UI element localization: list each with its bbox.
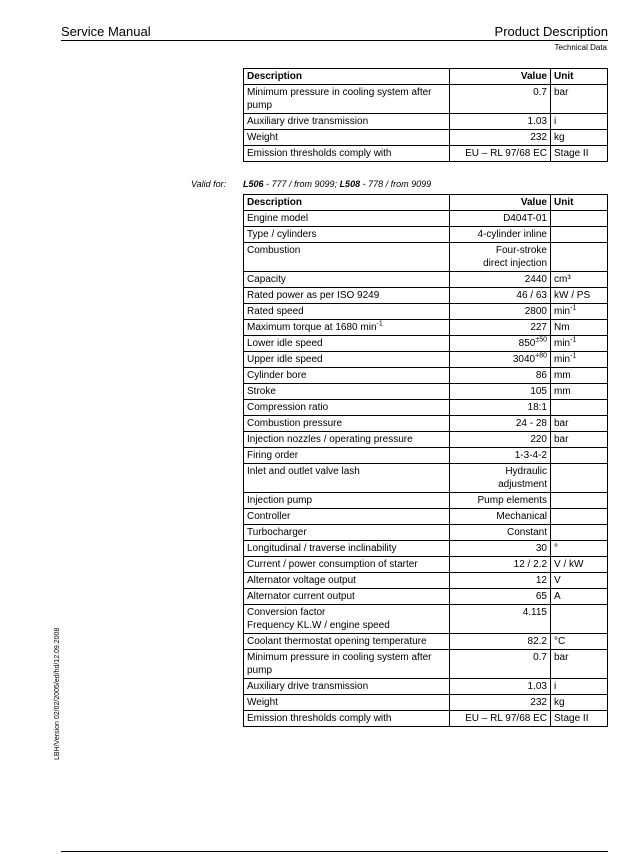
table-row <box>244 243 608 272</box>
cell-unit <box>551 605 608 634</box>
value-text: 1-3-4-2 <box>514 450 547 461</box>
table-row <box>244 114 608 130</box>
spec-table-1-body <box>244 85 608 162</box>
unit-text: V <box>554 575 561 586</box>
cell-unit <box>551 634 608 650</box>
value-superscript: +80 <box>535 352 547 360</box>
cell-description <box>244 272 450 288</box>
unit-text: min <box>554 338 571 349</box>
cell-unit <box>551 352 608 368</box>
cell-description <box>244 400 450 416</box>
cell-value <box>450 634 551 650</box>
cell-value <box>450 589 551 605</box>
value-text: 30 <box>535 543 547 554</box>
value-text: 4.115 <box>522 607 547 618</box>
cell-unit <box>551 679 608 695</box>
description-text: Type / cylinders <box>247 229 317 240</box>
cell-value <box>450 288 551 304</box>
value-text: D404T-01 <box>503 213 547 224</box>
cell-value <box>450 573 551 589</box>
cell-value <box>450 272 551 288</box>
cell-unit <box>551 464 608 493</box>
table-row <box>244 695 608 711</box>
cell-value <box>450 679 551 695</box>
table-row <box>244 146 608 162</box>
value-text: Hydraulic <box>505 466 547 477</box>
description-text: Emission thresholds comply with <box>247 148 392 159</box>
cell-description <box>244 573 450 589</box>
description-text-line2: Frequency KL.W / engine speed <box>247 620 390 631</box>
cell-value <box>450 605 551 634</box>
table-row <box>244 557 608 573</box>
cell-value <box>450 384 551 400</box>
cell-unit <box>551 304 608 320</box>
cell-description <box>244 211 450 227</box>
spec-table-2-body <box>244 211 608 727</box>
value-superscript: ±50 <box>535 336 547 344</box>
unit-text: Stage II <box>554 148 589 159</box>
value-text: 0.7 <box>533 87 547 98</box>
value-text: Constant <box>506 527 547 538</box>
table-row <box>244 85 608 114</box>
table-row <box>244 509 608 525</box>
cell-value <box>450 448 551 464</box>
cell-unit <box>551 336 608 352</box>
valid-model-1: L506 <box>243 179 264 189</box>
cell-description <box>244 695 450 711</box>
unit-text: Stage II <box>554 713 589 724</box>
unit-text: kg <box>554 132 565 143</box>
cell-unit <box>551 227 608 243</box>
header-title-right: Product Description <box>494 24 608 39</box>
cell-description <box>244 634 450 650</box>
value-text-line2: direct injection <box>483 258 547 269</box>
value-text: 82.2 <box>527 636 547 647</box>
table-row <box>244 384 608 400</box>
cell-unit <box>551 448 608 464</box>
table-row <box>244 711 608 727</box>
cell-description <box>244 352 450 368</box>
cell-unit <box>551 711 608 727</box>
cell-description <box>244 464 450 493</box>
value-text: 46 / 63 <box>516 290 547 301</box>
spec-table-2 <box>243 194 608 727</box>
value-text: Pump elements <box>477 495 547 506</box>
cell-value <box>450 541 551 557</box>
cell-description <box>244 85 450 114</box>
cell-description <box>244 525 450 541</box>
description-text: Controller <box>247 511 291 522</box>
description-text: Turbocharger <box>247 527 307 538</box>
table-row <box>244 400 608 416</box>
unit-text: kW / PS <box>554 290 591 301</box>
value-text: 2800 <box>524 306 547 317</box>
cell-value <box>450 493 551 509</box>
cell-unit <box>551 650 608 679</box>
cell-value <box>450 525 551 541</box>
value-text: 3040 <box>512 354 536 365</box>
unit-text: ° <box>554 543 558 554</box>
cell-description <box>244 679 450 695</box>
description-text: Stroke <box>247 386 276 397</box>
cell-unit <box>551 384 608 400</box>
value-text: 220 <box>530 434 547 445</box>
cell-unit <box>551 288 608 304</box>
unit-text: V / kW <box>554 559 584 570</box>
description-text: Cylinder bore <box>247 370 307 381</box>
cell-value <box>450 114 551 130</box>
col-header-value: Value <box>450 69 551 85</box>
description-text: Auxiliary drive transmission <box>247 681 369 692</box>
table-row <box>244 464 608 493</box>
description-text: Minimum pressure in cooling system after pump <box>247 652 432 676</box>
table-row <box>244 130 608 146</box>
cell-description <box>244 650 450 679</box>
table-row <box>244 493 608 509</box>
cell-value <box>450 130 551 146</box>
unit-text: bar <box>554 87 569 98</box>
header-subtitle: Technical Data <box>554 43 607 52</box>
table-row <box>244 288 608 304</box>
description-text: Inlet and outlet valve lash <box>247 466 360 477</box>
value-text: 850 <box>518 338 536 349</box>
cell-value <box>450 650 551 679</box>
description-text: Combustion <box>247 245 301 256</box>
unit-superscript: -1 <box>570 336 577 344</box>
cell-value <box>450 211 551 227</box>
cell-value <box>450 416 551 432</box>
cell-value <box>450 146 551 162</box>
unit-text: kg <box>554 697 565 708</box>
cell-description <box>244 432 450 448</box>
unit-text: mm <box>554 386 571 397</box>
cell-description <box>244 130 450 146</box>
value-text: 232 <box>530 132 547 143</box>
table-row <box>244 634 608 650</box>
col-header-value: Value <box>450 195 551 211</box>
description-text: Current / power consumption of starter <box>247 559 418 570</box>
table-row <box>244 352 608 368</box>
table-row <box>244 448 608 464</box>
unit-text: min <box>554 306 571 317</box>
description-text: Lower idle speed <box>247 338 323 349</box>
cell-description <box>244 320 450 336</box>
cell-description <box>244 605 450 634</box>
description-text: Alternator current output <box>247 591 355 602</box>
value-text: EU – RL 97/68 EC <box>465 713 547 724</box>
value-text: 1.03 <box>527 681 547 692</box>
unit-superscript: -1 <box>570 352 577 360</box>
valid-range-1: - 777 / from 9099; <box>263 179 340 189</box>
cell-value <box>450 227 551 243</box>
header-divider <box>61 40 608 41</box>
col-header-unit: Unit <box>551 69 608 85</box>
table-row <box>244 272 608 288</box>
description-text: Alternator voltage output <box>247 575 356 586</box>
cell-value <box>450 509 551 525</box>
description-text: Weight <box>247 132 278 143</box>
value-text: Mechanical <box>496 511 547 522</box>
cell-unit <box>551 695 608 711</box>
description-text: Conversion factor <box>247 607 326 618</box>
cell-unit <box>551 573 608 589</box>
cell-unit <box>551 541 608 557</box>
cell-unit <box>551 146 608 162</box>
value-text: 65 <box>535 591 547 602</box>
cell-description <box>244 243 450 272</box>
value-text: 232 <box>530 697 547 708</box>
unit-text: i <box>554 116 557 127</box>
table-row <box>244 227 608 243</box>
cell-unit <box>551 557 608 573</box>
value-text: 0.7 <box>533 652 547 663</box>
cell-unit <box>551 272 608 288</box>
cell-value <box>450 464 551 493</box>
spec-table-1 <box>243 68 608 162</box>
value-text: Four-stroke <box>495 245 547 256</box>
description-text: Engine model <box>247 213 309 224</box>
cell-value <box>450 243 551 272</box>
col-header-description: Description <box>244 195 450 211</box>
unit-text: i <box>554 681 557 692</box>
description-text: Weight <box>247 697 278 708</box>
cell-description <box>244 541 450 557</box>
table-row <box>244 573 608 589</box>
table-row <box>244 679 608 695</box>
unit-text: cm³ <box>554 274 571 285</box>
cell-unit <box>551 509 608 525</box>
cell-description <box>244 227 450 243</box>
table-row <box>244 525 608 541</box>
header-title-left: Service Manual <box>61 24 151 39</box>
cell-description <box>244 711 450 727</box>
unit-text: min <box>554 354 571 365</box>
value-text: 12 / 2.2 <box>513 559 547 570</box>
cell-description <box>244 304 450 320</box>
cell-unit <box>551 400 608 416</box>
cell-description <box>244 416 450 432</box>
cell-value <box>450 336 551 352</box>
value-text-line2: adjustment <box>498 479 547 490</box>
valid-model-2: L508 <box>339 179 361 189</box>
description-superscript: -1 <box>376 320 383 328</box>
value-text: 227 <box>530 322 547 333</box>
description-text: Auxiliary drive transmission <box>247 116 369 127</box>
unit-text: A <box>554 591 561 602</box>
cell-value <box>450 711 551 727</box>
cell-value <box>450 304 551 320</box>
value-text: 2440 <box>524 274 547 285</box>
cell-description <box>244 509 450 525</box>
value-text: 12 <box>535 575 547 586</box>
table-row <box>244 589 608 605</box>
col-header-unit: Unit <box>551 195 608 211</box>
cell-value <box>450 557 551 573</box>
cell-unit <box>551 416 608 432</box>
unit-text: mm <box>554 370 571 381</box>
description-text: Longitudinal / traverse inclinability <box>247 543 397 554</box>
cell-description <box>244 589 450 605</box>
description-text: Injection pump <box>247 495 313 506</box>
cell-unit <box>551 589 608 605</box>
cell-value <box>450 368 551 384</box>
table-header-row <box>244 195 608 211</box>
value-text: 105 <box>530 386 547 397</box>
unit-text: bar <box>554 434 569 445</box>
cell-description <box>244 114 450 130</box>
table-header-row <box>244 69 608 85</box>
valid-range-2: - 778 / from 9099 <box>360 179 432 189</box>
value-text: 86 <box>535 370 547 381</box>
value-text: 24 - 28 <box>515 418 547 429</box>
table-row <box>244 336 608 352</box>
cell-unit <box>551 114 608 130</box>
cell-description <box>244 288 450 304</box>
cell-unit <box>551 320 608 336</box>
cell-unit <box>551 493 608 509</box>
cell-value <box>450 695 551 711</box>
unit-superscript: -1 <box>570 304 577 312</box>
unit-text: Nm <box>554 322 570 333</box>
footer-divider <box>61 851 608 852</box>
description-text: Rated speed <box>247 306 304 317</box>
description-text: Upper idle speed <box>247 354 323 365</box>
description-text: Combustion pressure <box>247 418 343 429</box>
cell-unit <box>551 368 608 384</box>
cell-unit <box>551 432 608 448</box>
table-row <box>244 650 608 679</box>
description-text: Emission thresholds comply with <box>247 713 392 724</box>
unit-text: bar <box>554 418 569 429</box>
unit-text: bar <box>554 652 569 663</box>
table-row <box>244 211 608 227</box>
cell-unit <box>551 130 608 146</box>
description-text: Rated power as per ISO 9249 <box>247 290 380 301</box>
cell-unit <box>551 525 608 541</box>
cell-unit <box>551 243 608 272</box>
cell-description <box>244 146 450 162</box>
cell-value <box>450 85 551 114</box>
value-text: 18:1 <box>527 402 547 413</box>
table-row <box>244 605 608 634</box>
cell-description <box>244 384 450 400</box>
version-note: LBH/Version 02/02/2005/ed/hd/12.09.2008 <box>54 627 61 760</box>
valid-for-label: Valid for: <box>191 179 227 189</box>
value-text: 4-cylinder inline <box>477 229 547 240</box>
description-text: Injection nozzles / operating pressure <box>247 434 413 445</box>
description-text: Coolant thermostat opening temperature <box>247 636 427 647</box>
cell-value <box>450 320 551 336</box>
description-text: Firing order <box>247 450 299 461</box>
table-row <box>244 416 608 432</box>
cell-value <box>450 352 551 368</box>
cell-unit <box>551 85 608 114</box>
table-row <box>244 368 608 384</box>
cell-value <box>450 432 551 448</box>
cell-description <box>244 493 450 509</box>
unit-text: °C <box>554 636 566 647</box>
description-text: Maximum torque at 1680 min <box>247 322 377 333</box>
cell-description <box>244 557 450 573</box>
cell-description <box>244 336 450 352</box>
cell-unit <box>551 211 608 227</box>
table-row <box>244 541 608 557</box>
description-text: Minimum pressure in cooling system after pump <box>247 87 432 111</box>
cell-description <box>244 448 450 464</box>
description-text: Capacity <box>247 274 286 285</box>
value-text: 1.03 <box>527 116 547 127</box>
valid-for-text <box>243 179 431 189</box>
cell-value <box>450 400 551 416</box>
col-header-description: Description <box>244 69 450 85</box>
table-row <box>244 320 608 336</box>
value-text: EU – RL 97/68 EC <box>465 148 547 159</box>
table-row <box>244 304 608 320</box>
description-text: Compression ratio <box>247 402 329 413</box>
cell-description <box>244 368 450 384</box>
table-row <box>244 432 608 448</box>
